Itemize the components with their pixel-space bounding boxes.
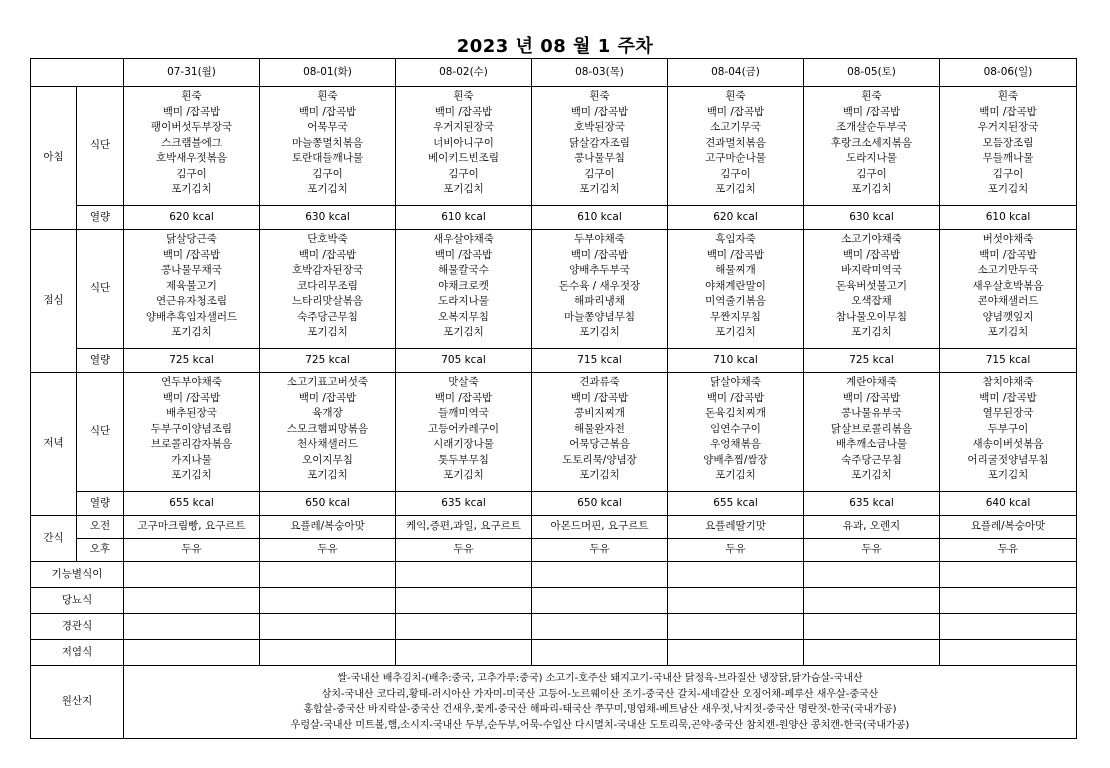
- kcal-label: 열량: [77, 492, 124, 516]
- origin-row: [31, 666, 1077, 739]
- menu-item: 김구이: [856, 167, 887, 180]
- menu-item: 호박된장국: [574, 121, 625, 133]
- lunch-kcal-value: 715 kcal: [940, 349, 1077, 373]
- menu-item: 야채크로켓: [438, 279, 489, 292]
- functional-cell: [804, 562, 940, 588]
- lunch-menu-cell: [532, 230, 668, 349]
- snack-pm-cell: 두유: [124, 539, 260, 562]
- day-header: 07-31(월): [124, 59, 260, 87]
- menu-item: 해물완자전: [574, 422, 625, 435]
- tube-cell: [804, 614, 940, 640]
- menu-item: 새우살야채죽: [433, 233, 494, 245]
- day-header: 08-05(토): [804, 59, 940, 87]
- menu-item: 토란대들깨나물: [291, 152, 363, 164]
- menu-item: 양배추찜/쌈장: [703, 453, 768, 466]
- menu-item: 흰죽: [453, 90, 474, 102]
- breakfast-kcal-value: 610 kcal: [396, 206, 532, 230]
- snack-am-row: [31, 516, 1077, 539]
- snack-label: 간식: [31, 516, 77, 562]
- breakfast-kcal-value: 610 kcal: [532, 206, 668, 230]
- snack-am-label: 오전: [77, 516, 124, 539]
- tube-cell: [124, 614, 260, 640]
- menu-item: 마늘쫑멸치볶음: [291, 136, 363, 149]
- low_salt-cell: [804, 640, 940, 666]
- functional-cell: [532, 562, 668, 588]
- menu-item: 흰죽: [181, 90, 202, 102]
- menu-item: 참나물오이무침: [835, 310, 907, 323]
- snack-am-cell: 케익,증편,과일, 요구르트: [396, 516, 532, 539]
- menu-item: 포기김치: [987, 183, 1029, 195]
- menu-item: 포기김치: [443, 326, 484, 338]
- menu-item: 돈육김치찌개: [705, 407, 766, 419]
- breakfast-menu-cell: [668, 87, 804, 206]
- menu-item: 소고기만두국: [977, 264, 1039, 276]
- dinner-kcal-row: [31, 492, 1077, 516]
- menu-item: 소고기무국: [710, 121, 761, 133]
- menu-item: 임연수구이: [710, 422, 761, 435]
- lunch-kcal-value: 725 kcal: [260, 349, 396, 373]
- kcal-label: 열량: [77, 349, 124, 373]
- menu-item: 제육불고기: [166, 279, 217, 292]
- tube-cell: [396, 614, 532, 640]
- snack-pm-cell: 두유: [940, 539, 1077, 562]
- weekly-menu-table: [30, 58, 1077, 739]
- menu-item: 흰죽: [861, 90, 882, 102]
- breakfast-menu-cell: [940, 87, 1077, 206]
- lunch-menu-row: [31, 230, 1077, 349]
- menu-item: 포기김치: [171, 326, 212, 338]
- menu-item: 육개장: [312, 407, 343, 419]
- menu-item: 바지락미역국: [841, 264, 902, 276]
- diabetic-cell: [260, 588, 396, 614]
- menu-item: 도라지나물: [846, 152, 897, 164]
- dinner-menu-cell: [260, 373, 396, 492]
- low_salt-cell: [532, 640, 668, 666]
- breakfast-menu-cell: [124, 87, 260, 206]
- menu-item: 백미 /잡곡밥: [434, 248, 493, 261]
- snack-pm-cell: 두유: [532, 539, 668, 562]
- menu-item: 스크램블에그: [161, 136, 222, 149]
- menu-item: 백미 /잡곡밥: [162, 391, 221, 404]
- dinner-label: 저녁: [31, 373, 77, 516]
- menu-item: 해파리냉채: [574, 295, 625, 307]
- functional-label: 기능별식이: [31, 562, 124, 588]
- menu-item: 도토리묵/양념장: [562, 453, 637, 466]
- menu-item: 백미 /잡곡밥: [162, 105, 221, 118]
- menu-item: 두부구이양념조림: [150, 422, 233, 435]
- menu-item: 김구이: [584, 167, 615, 180]
- snack-am-cell: 고구마크림빵, 요구르트: [124, 516, 260, 539]
- menu-item: 가지나물: [171, 453, 212, 466]
- dinner-kcal-value: 650 kcal: [260, 492, 396, 516]
- menu-item: 백미 /잡곡밥: [570, 391, 629, 404]
- menu-item: 너비아니구이: [433, 136, 494, 149]
- dinner-menu-cell: [124, 373, 260, 492]
- origin-line: 삼치-국내산 코다리,황태-러시아산 가자미-미국산 고등어-노르웨이산 조기-중국산 갈치-세네갈산 오징어채-페루산 새우살-중국산: [321, 688, 879, 700]
- functional-cell: [124, 562, 260, 588]
- menu-item: 브로콜리감자볶음: [150, 438, 233, 450]
- functional-cell: [396, 562, 532, 588]
- menu-item: 흰죽: [997, 90, 1019, 102]
- day-header: 08-04(금): [668, 59, 804, 87]
- functional-cell: [668, 562, 804, 588]
- menu-item: 천사채샐러드: [297, 438, 358, 450]
- menu-item: 후랑크소세지볶음: [830, 136, 913, 149]
- lunch-menu-cell: [124, 230, 260, 349]
- menu-item: 백미 /잡곡밥: [842, 391, 901, 404]
- diabetic-cell: [532, 588, 668, 614]
- lunch-menu-cell: [804, 230, 940, 349]
- menu-item: 백미 /잡곡밥: [979, 248, 1037, 261]
- menu-item: 닭살감자조림: [569, 136, 630, 149]
- header-corner: [31, 59, 124, 87]
- diabetic-label: 당뇨식: [31, 588, 124, 614]
- menu-item: 숙주당근무침: [297, 310, 358, 323]
- menu-item: 백미 /잡곡밥: [570, 248, 629, 261]
- menu-item: 야채계란말이: [705, 279, 766, 292]
- lunch-kcal-value: 725 kcal: [804, 349, 940, 373]
- functional-cell: [260, 562, 396, 588]
- menu-item: 마늘쫑양념무침: [563, 310, 635, 323]
- snack-am-cell: 아몬드머핀, 요구르트: [532, 516, 668, 539]
- menu-item: 무들깨나물: [982, 152, 1034, 164]
- dinner-kcal-value: 655 kcal: [668, 492, 804, 516]
- snack-am-cell: 요플레딸기맛: [668, 516, 804, 539]
- menu-item: 스모크햄피망볶음: [286, 422, 369, 435]
- low_salt-cell: [668, 640, 804, 666]
- dinner-kcal-value: 650 kcal: [532, 492, 668, 516]
- menu-item: 코다리무조림: [297, 279, 358, 292]
- breakfast-menu-cell: [804, 87, 940, 206]
- menu-item: 백미 /잡곡밥: [706, 391, 765, 404]
- menu-item: 두부구이: [987, 422, 1029, 435]
- menu-item: 배추깨소금나물: [835, 438, 907, 450]
- dinner-menu-cell: [940, 373, 1077, 492]
- menu-item: 우거지된장국: [433, 121, 494, 133]
- dinner-kcal-value: 655 kcal: [124, 492, 260, 516]
- origin-line: 우렁살-국내산 미트볼,햄,소시지-국내산 두부,순두부,어묵-수입산 다시멸치-국내산 도토리묵,곤약-중국산 참치캔-원양산 콩치캔-한국(국내가공): [290, 719, 910, 731]
- tube-cell: [668, 614, 804, 640]
- dinner-menu-row: [31, 373, 1077, 492]
- dinner-menu-cell: [396, 373, 532, 492]
- diabetic-cell: [668, 588, 804, 614]
- low_salt-cell: [940, 640, 1077, 666]
- origin-text: [124, 666, 1077, 739]
- menu-item: 느타리맛살볶음: [291, 295, 363, 307]
- menu-item: 소고기표고버섯죽: [286, 376, 369, 388]
- breakfast-kcal-value: 620 kcal: [124, 206, 260, 230]
- menu-item: 백미 /잡곡밥: [298, 248, 357, 261]
- menu-item: 포기김치: [443, 469, 484, 481]
- breakfast-menu-cell: [260, 87, 396, 206]
- menu-item: 닭살당근죽: [166, 233, 217, 245]
- menu-item: 팽이버섯두부장국: [150, 121, 233, 133]
- menu-item: 단호박죽: [307, 233, 348, 245]
- origin-line: 쌀-국내산 배추김치-(배추:중국, 고추가루:중국) 소고기-호주산 돼지고기-국내산 닭정육-브라질산 냉장닭,닭가슴살-국내산: [337, 673, 863, 684]
- menu-item: 김구이: [176, 167, 207, 180]
- kcal-label: 열량: [77, 206, 124, 230]
- lunch-label: 점심: [31, 230, 77, 373]
- menu-item: 돈육버섯불고기: [835, 279, 907, 292]
- functional-cell: [940, 562, 1077, 588]
- snack-pm-cell: 두유: [804, 539, 940, 562]
- menu-item: 어묵당근볶음: [569, 438, 630, 450]
- origin-line: 홍합살-중국산 바지락살-중국산 건새우,꽃게-중국산 해파리-태국산 쭈꾸미,명엽채-베트남산 새우젓,낙지젓-중국산 명란젓-한국(국내가공): [303, 704, 897, 715]
- menu-item: 백미 /잡곡밥: [570, 105, 629, 118]
- tube-cell: [532, 614, 668, 640]
- menu-item: 포기김치: [307, 326, 348, 338]
- meal-label: 식단: [77, 373, 124, 492]
- menu-item: 미역줄기볶음: [705, 295, 766, 307]
- low_salt-label: 저염식: [31, 640, 124, 666]
- special-diet-row: [31, 614, 1077, 640]
- menu-item: 양배추두부국: [569, 264, 630, 276]
- menu-item: 양배추흑임자샐러드: [145, 310, 238, 323]
- menu-item: 돈수육 / 새우젓장: [558, 279, 641, 292]
- menu-item: 백미 /잡곡밥: [842, 248, 901, 261]
- snack-pm-cell: 두유: [396, 539, 532, 562]
- header-row: [31, 59, 1077, 87]
- snack-pm-cell: 두유: [260, 539, 396, 562]
- breakfast-menu-cell: [396, 87, 532, 206]
- menu-item: 숙주당근무침: [841, 453, 902, 466]
- low_salt-cell: [260, 640, 396, 666]
- breakfast-menu-row: [31, 87, 1077, 206]
- breakfast-kcal-value: 630 kcal: [260, 206, 396, 230]
- menu-item: 시래기장나물: [433, 438, 494, 450]
- lunch-menu-cell: [396, 230, 532, 349]
- menu-item: 콩비지찌개: [574, 407, 625, 419]
- menu-item: 맛살죽: [448, 376, 479, 388]
- dinner-menu-cell: [532, 373, 668, 492]
- menu-item: 어리굴젓양념무침: [967, 453, 1049, 466]
- menu-item: 오이지무침: [302, 453, 353, 466]
- menu-item: 백미 /잡곡밥: [706, 248, 765, 261]
- menu-item: 연두부야채죽: [161, 376, 222, 388]
- menu-item: 고등어카레구이: [427, 422, 499, 435]
- meal-label: 식단: [77, 230, 124, 349]
- tube-cell: [940, 614, 1077, 640]
- menu-item: 백미 /잡곡밥: [842, 105, 901, 118]
- special-diet-row: [31, 562, 1077, 588]
- origin-label: 원산지: [31, 666, 124, 739]
- lunch-kcal-row: [31, 349, 1077, 373]
- menu-item: 김구이: [312, 167, 343, 180]
- menu-item: 새우살호박볶음: [972, 279, 1044, 292]
- menu-item: 새송이버섯볶음: [972, 438, 1044, 450]
- day-header: 08-03(목): [532, 59, 668, 87]
- meal-label: 식단: [77, 87, 124, 206]
- lunch-kcal-value: 710 kcal: [668, 349, 804, 373]
- menu-item: 포기김치: [715, 469, 756, 481]
- menu-item: 포기김치: [171, 183, 212, 195]
- menu-item: 콩나물무침: [574, 152, 625, 164]
- menu-item: 참치야채죽: [982, 376, 1034, 388]
- diabetic-cell: [396, 588, 532, 614]
- menu-item: 흰죽: [725, 90, 746, 102]
- menu-item: 닭살브로콜리볶음: [830, 422, 913, 435]
- menu-item: 백미 /잡곡밥: [979, 105, 1037, 118]
- menu-item: 오복지무침: [438, 310, 489, 323]
- menu-item: 흰죽: [589, 90, 610, 102]
- menu-item: 콩나물무채국: [161, 264, 222, 276]
- menu-item: 계란야채죽: [846, 376, 897, 388]
- menu-item: 포기김치: [307, 469, 348, 481]
- menu-item: 김구이: [992, 167, 1024, 180]
- snack-pm-cell: 두유: [668, 539, 804, 562]
- day-header: 08-06(일): [940, 59, 1077, 87]
- menu-item: 베이키드빈조림: [427, 152, 499, 164]
- snack-am-cell: 요플레/복숭아맛: [260, 516, 396, 539]
- dinner-kcal-value: 635 kcal: [396, 492, 532, 516]
- day-header: 08-01(화): [260, 59, 396, 87]
- menu-item: 백미 /잡곡밥: [706, 105, 765, 118]
- breakfast-menu-cell: [532, 87, 668, 206]
- diabetic-cell: [804, 588, 940, 614]
- breakfast-kcal-value: 630 kcal: [804, 206, 940, 230]
- menu-item: 어묵무국: [307, 121, 348, 133]
- menu-item: 견과멸치볶음: [705, 136, 766, 149]
- menu-item: 포기김치: [171, 469, 212, 481]
- lunch-menu-cell: [668, 230, 804, 349]
- snack-am-cell: 요플레/복숭아맛: [940, 516, 1077, 539]
- menu-item: 톳두부무침: [438, 453, 489, 466]
- menu-item: 고구마순나물: [705, 152, 766, 164]
- menu-item: 우엉채볶음: [710, 438, 761, 450]
- menu-item: 두부야채죽: [574, 233, 625, 245]
- menu-item: 백미 /잡곡밥: [298, 391, 357, 404]
- lunch-menu-cell: [940, 230, 1077, 349]
- low_salt-cell: [124, 640, 260, 666]
- menu-item: 해물찌개: [715, 264, 756, 276]
- menu-item: 백미 /잡곡밥: [162, 248, 221, 261]
- menu-item: 백미 /잡곡밥: [434, 391, 493, 404]
- menu-item: 포기김치: [987, 469, 1029, 481]
- menu-item: 조개살순두부국: [835, 121, 907, 133]
- menu-item: 우거지된장국: [977, 121, 1039, 133]
- menu-item: 포기김치: [715, 326, 756, 338]
- menu-item: 호박새우젓볶음: [155, 152, 227, 164]
- menu-item: 포기김치: [579, 326, 620, 338]
- breakfast-kcal-row: [31, 206, 1077, 230]
- menu-item: 포기김치: [579, 469, 620, 481]
- dinner-kcal-value: 640 kcal: [940, 492, 1077, 516]
- lunch-kcal-value: 705 kcal: [396, 349, 532, 373]
- special-diet-row: [31, 588, 1077, 614]
- menu-item: 포기김치: [987, 326, 1029, 338]
- menu-item: 콘야채샐러드: [977, 295, 1039, 307]
- breakfast-kcal-value: 610 kcal: [940, 206, 1077, 230]
- dinner-kcal-value: 635 kcal: [804, 492, 940, 516]
- dinner-menu-cell: [804, 373, 940, 492]
- dinner-menu-cell: [668, 373, 804, 492]
- day-header: 08-02(수): [396, 59, 532, 87]
- menu-item: 포기김치: [715, 183, 756, 195]
- menu-item: 포기김치: [579, 183, 620, 195]
- diabetic-cell: [124, 588, 260, 614]
- breakfast-label: 아침: [31, 87, 77, 230]
- low_salt-cell: [396, 640, 532, 666]
- menu-item: 배추된장국: [166, 407, 217, 419]
- menu-item: 닭살야채죽: [710, 376, 761, 388]
- menu-item: 양념깻잎지: [982, 310, 1034, 323]
- menu-item: 들깨미역국: [438, 407, 489, 419]
- lunch-kcal-value: 725 kcal: [124, 349, 260, 373]
- menu-item: 백미 /잡곡밥: [434, 105, 493, 118]
- menu-item: 백미 /잡곡밥: [298, 105, 357, 118]
- tube-label: 경관식: [31, 614, 124, 640]
- menu-item: 포기김치: [307, 183, 348, 195]
- menu-item: 흑임자죽: [715, 233, 756, 245]
- snack-pm-label: 오후: [77, 539, 124, 562]
- menu-item: 김구이: [448, 167, 479, 180]
- menu-item: 연근유자청조림: [155, 295, 227, 307]
- special-diet-row: [31, 640, 1077, 666]
- menu-item: 오색잡채: [851, 295, 892, 307]
- menu-item: 포기김치: [443, 183, 484, 195]
- menu-item: 도라지나물: [438, 295, 489, 307]
- menu-item: 열무된장국: [982, 407, 1034, 419]
- lunch-menu-cell: [260, 230, 396, 349]
- menu-item: 견과류죽: [579, 376, 620, 388]
- page-title: 2023 년 08 월 1 주차: [456, 36, 654, 57]
- menu-item: 포기김치: [851, 183, 892, 195]
- menu-item: 콩나물유부국: [841, 407, 902, 419]
- diabetic-cell: [940, 588, 1077, 614]
- lunch-kcal-value: 715 kcal: [532, 349, 668, 373]
- snack-pm-row: [31, 539, 1077, 562]
- menu-item: 버섯야채죽: [982, 233, 1034, 245]
- menu-item: 모듬장조림: [982, 136, 1034, 149]
- menu-item: 무짠지무침: [710, 310, 761, 323]
- menu-item: 포기김치: [851, 326, 892, 338]
- menu-item: 흰죽: [317, 90, 338, 102]
- snack-am-cell: 유과, 오렌지: [804, 516, 940, 539]
- menu-item: 해물칼국수: [438, 264, 489, 276]
- menu-item: 호박감자된장국: [291, 264, 363, 276]
- breakfast-kcal-value: 620 kcal: [668, 206, 804, 230]
- menu-item: 백미 /잡곡밥: [979, 391, 1037, 404]
- tube-cell: [260, 614, 396, 640]
- menu-item: 포기김치: [851, 469, 892, 481]
- menu-item: 소고기야채죽: [841, 233, 902, 245]
- menu-item: 김구이: [720, 167, 751, 180]
